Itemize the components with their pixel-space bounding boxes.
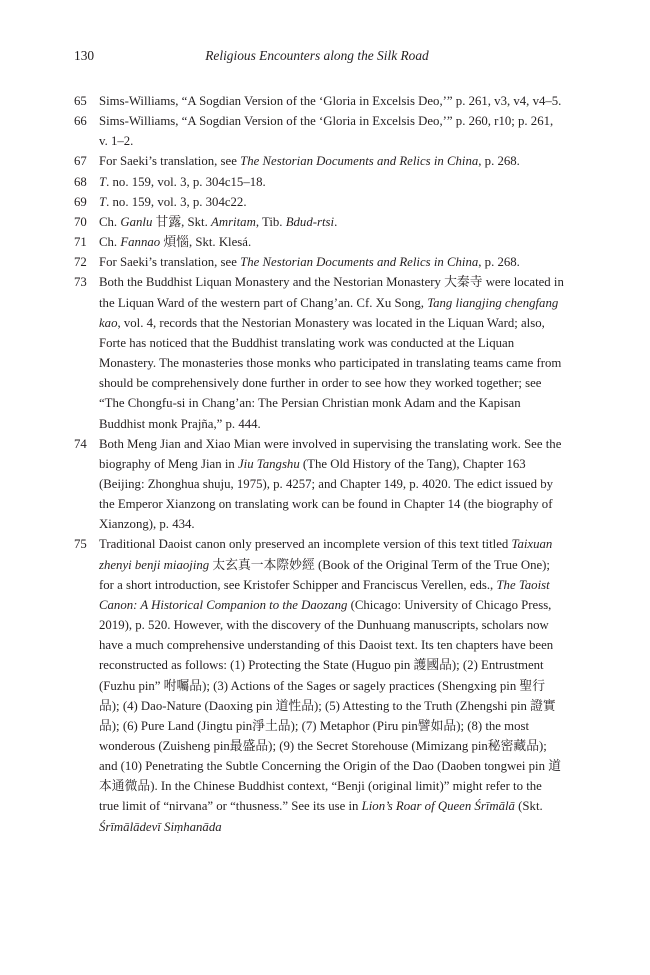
italic-text-segment: Tang liangjing chengfang kao — [99, 295, 559, 330]
text-segment: . — [334, 214, 338, 229]
italic-text-segment: Śrīmālādevī Siṃhanāda — [99, 819, 222, 834]
text-segment: , vol. 4, records that the Nestorian Monastery was located in the Liquan Ward; also, Forte has noticed that the Buddhist translating work was conducted at the Liquan Monastery. The monasteries those monks who participated in translating teams came from should be comprehensively done further in order to see how they worked together; see “The Chongfu-si in Chang’an: The Persian Christian monk Adam and the Kapisan Buddhist monk Prajña,” p. 444. — [99, 315, 562, 431]
endnote-number: 75 — [74, 537, 87, 552]
italic-text-segment: Jiu Tangshu — [237, 456, 300, 471]
text-segment: , p. 268. — [478, 255, 520, 270]
italic-text-segment: The Nestorian Documents and Relics in China — [240, 154, 479, 169]
endnote — [74, 172, 564, 192]
endnote-text — [99, 232, 564, 252]
italic-text-segment: Ganlu — [120, 214, 153, 229]
text-segment: . no. 159, vol. 3, p. 304c22. — [106, 194, 247, 209]
endnote-number: 65 — [74, 94, 87, 108]
endnote-text — [99, 434, 564, 535]
italic-text-segment: Fannao — [120, 235, 161, 250]
page-number: 130 — [74, 48, 95, 63]
italic-text-segment: The Taoist Canon: A Historical Companion to the Daozang — [99, 577, 550, 612]
text-segment: Sims-Williams, “A Sogdian Version of the ‘Gloria in Excelsis Deo,’” p. 261, v3, v4, v4–5. — [99, 94, 562, 108]
text-segment: Ch. — [99, 235, 121, 250]
endnote — [74, 434, 564, 535]
endnote-number: 68 — [74, 174, 87, 189]
text-segment: 煩惱, Skt. Klesá. — [160, 235, 252, 250]
text-segment: (Chicago: University of Chicago Press, 2019), p. 520. However, with the discovery of the Dunhuang manuscripts, scholars now have a much comprehensive understanding of this Daoist text. Its ten chapters have been reconstructed as follows: (1) Protecting the State (Huguo pin 護國品); (2) Entrustment (Fuzhu pin” 咐囑品); (3) Actions of the Sages or sagely practices (Shengxing pin 聖行品); (4) Dao-Nature (Daoxing pin 道性品); (5) Attesting to the Truth (Zhengshi pin 證實品); (6) Pure Land (Jingtu pin淨土品); (7) Metaphor (Piru pin譬如品); (8) the most wonderous (Zuisheng pin最盛品); (9) the Secret Storehouse (Mimizang pin秘密藏品); and (10) Penetrating the Subtle Concerning the Origin of the Dao (Daoben tongwei pin 道本通微品). In the Chinese Buddhist context, “Benji (original limit)” might refer to the true limit of “nirvana” or “thusness.” See its use in — [99, 597, 561, 814]
text-segment: (Skt. — [514, 799, 543, 814]
endnote-text — [99, 272, 564, 433]
endnote-text — [99, 91, 564, 111]
text-segment: , Tib. — [255, 214, 286, 229]
endnote-text — [99, 172, 564, 192]
text-segment: Both Meng Jian and Xiao Mian were involved in supervising the translating work. See the biography of Meng Jian in — [99, 436, 562, 471]
endnote — [74, 111, 564, 151]
endnote-number: 72 — [74, 255, 87, 270]
endnote-number: 73 — [74, 275, 87, 290]
italic-text-segment: Bdud-rtsi — [285, 214, 335, 229]
text-segment: Traditional Daoist canon only preserved an incomplete version of this text titled — [99, 537, 512, 552]
italic-text-segment: Taixuan zhenyi benji miaojing — [99, 537, 553, 572]
endnote — [74, 534, 564, 836]
text-segment: 甘露, Skt. — [152, 214, 212, 229]
text-segment: . no. 159, vol. 3, p. 304c15–18. — [106, 174, 266, 189]
running-header — [74, 46, 560, 66]
endnote-text — [99, 252, 564, 272]
endnote-number: 70 — [74, 214, 87, 229]
endnote-number: 71 — [74, 235, 87, 250]
endnote-text — [99, 111, 564, 151]
italic-text-segment: T — [99, 174, 107, 189]
italic-text-segment: Lion’s Roar of Queen Śrīmālā — [361, 799, 515, 814]
endnote — [74, 252, 564, 272]
italic-text-segment: T — [99, 194, 107, 209]
text-segment: , p. 268. — [478, 154, 520, 169]
text-segment: Sims-Williams, “A Sogdian Version of the ‘Gloria in Excelsis Deo,’” p. 260, r10; p. 261, v. 1–2. — [99, 114, 554, 149]
endnotes-list — [74, 91, 564, 837]
running-title: Religious Encounters along the Silk Road — [205, 48, 429, 63]
endnote-number: 69 — [74, 194, 87, 209]
endnote-number: 67 — [74, 154, 87, 169]
endnote-text — [99, 151, 564, 171]
endnote-text — [99, 192, 564, 212]
italic-text-segment: The Nestorian Documents and Relics in China — [240, 255, 479, 270]
endnote-number: 74 — [74, 436, 87, 451]
endnote — [74, 212, 564, 232]
text-segment: For Saeki’s translation, see — [99, 255, 241, 270]
italic-text-segment: Amritam — [211, 214, 256, 229]
endnote — [74, 151, 564, 171]
text-segment: Both the Buddhist Liquan Monastery and the Nestorian Monastery 大秦寺 were located in the Liquan Ward of the western part of Chang’an. Cf. Xu Song, — [99, 275, 564, 310]
endnote — [74, 192, 564, 212]
text-segment: Ch. — [99, 214, 121, 229]
endnote — [74, 232, 564, 252]
endnote — [74, 91, 564, 111]
text-segment: For Saeki’s translation, see — [99, 154, 241, 169]
endnote-text — [99, 212, 564, 232]
endnote — [74, 272, 564, 433]
endnote-text — [99, 534, 564, 836]
text-segment: 太玄真一本際妙經 (Book of the Original Term of the True One); for a short introduction, see Kristofer Schipper and Franciscus Verellen, eds., — [99, 557, 550, 592]
endnote-number: 66 — [74, 114, 87, 129]
text-segment: (The Old History of the Tang), Chapter 163 (Beijing: Zhonghua shuju, 1975), p. 4257; and Chapter 149, p. 4020. The edict issued by the Emperor Xianzong on translating work can be found in Chapter 14 (the biography of Xianzong), p. 434. — [99, 456, 553, 532]
